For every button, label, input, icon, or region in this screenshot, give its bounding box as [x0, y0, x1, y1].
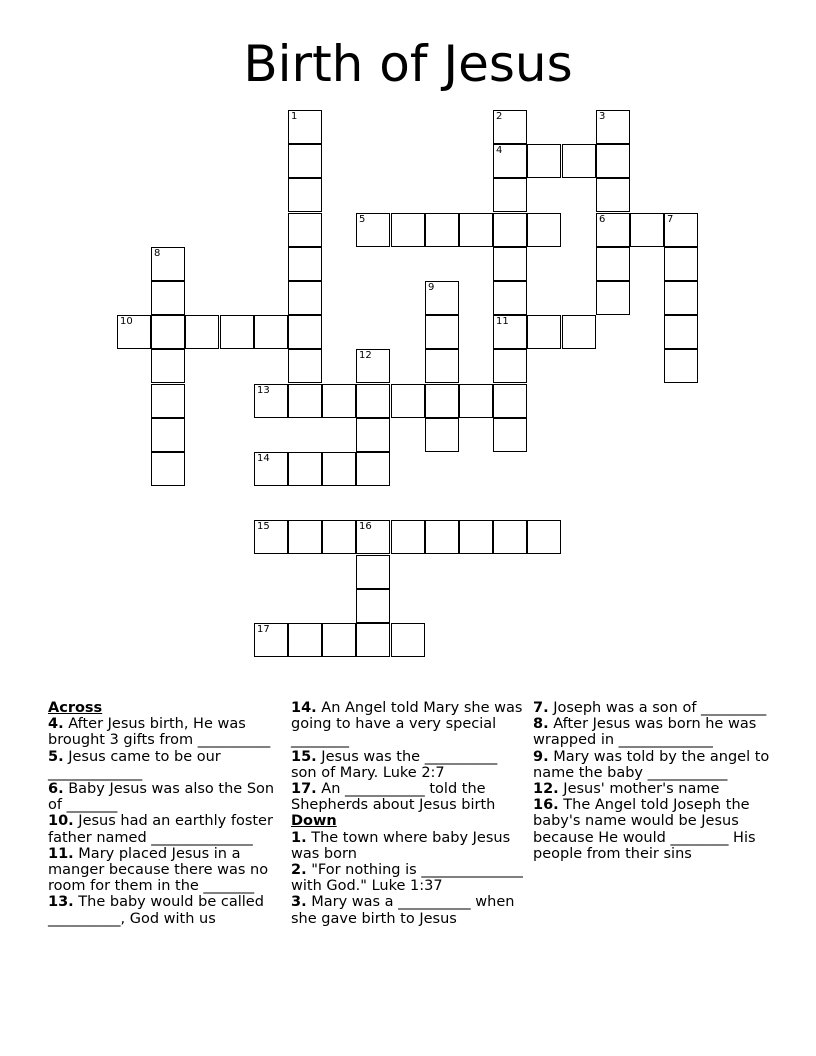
- clue-number: 12.: [533, 781, 559, 798]
- grid-cell[interactable]: [288, 178, 322, 212]
- clues-column-1: [48, 700, 280, 927]
- grid-cell[interactable]: [117, 315, 151, 349]
- cell-number: 12: [359, 350, 372, 361]
- grid-cell[interactable]: [254, 520, 288, 554]
- across-clue-4: [48, 716, 280, 748]
- clue-text: After Jesus was born he was wrapped in _____________: [533, 716, 757, 749]
- grid-cell[interactable]: [356, 384, 390, 418]
- grid-cell[interactable]: [254, 384, 288, 418]
- across-clue-15: [291, 749, 523, 781]
- grid-cell[interactable]: [459, 520, 493, 554]
- grid-cell[interactable]: [185, 315, 219, 349]
- cell-number: 4: [496, 145, 503, 156]
- cell-number: 3: [599, 111, 606, 122]
- clue-number: 8.: [533, 716, 549, 733]
- clue-text: "For nothing is ______________ with God." Luke 1:37: [291, 862, 523, 895]
- across-clue-11: [48, 846, 280, 895]
- grid-cell[interactable]: [151, 384, 185, 418]
- grid-cell[interactable]: [356, 555, 390, 589]
- grid-cell[interactable]: [356, 452, 390, 486]
- grid-cell[interactable]: [493, 520, 527, 554]
- cell-number: 17: [257, 624, 270, 635]
- grid-cell[interactable]: [288, 281, 322, 315]
- grid-cell[interactable]: [391, 520, 425, 554]
- clue-number: 6.: [48, 781, 64, 798]
- clue-text: Mary was a __________ when she gave birth to Jesus: [291, 894, 515, 927]
- grid-cell[interactable]: [391, 623, 425, 657]
- clue-text: An Angel told Mary she was going to have a very special ________: [291, 700, 523, 749]
- down-clue-8: [533, 716, 773, 748]
- clue-number: 9.: [533, 748, 549, 765]
- grid-cell[interactable]: [322, 520, 356, 554]
- cell-number: 13: [257, 385, 270, 396]
- clues-column-2: [291, 700, 523, 927]
- grid-cell[interactable]: [254, 452, 288, 486]
- clue-text: Jesus was the __________ son of Mary. Luke 2:7: [291, 748, 498, 781]
- grid-cell[interactable]: [425, 520, 459, 554]
- cell-number: 15: [257, 521, 270, 532]
- clue-text: Jesus came to be our _____________: [48, 748, 221, 781]
- clue-text: Mary was told by the angel to name the baby ___________: [533, 748, 770, 781]
- grid-cell[interactable]: [151, 247, 185, 281]
- clue-number: 2.: [291, 862, 307, 879]
- down-clue-12: [533, 781, 773, 797]
- grid-cell[interactable]: [596, 110, 630, 144]
- across-header: Across: [48, 700, 103, 716]
- grid-cell[interactable]: [322, 384, 356, 418]
- grid-cell[interactable]: [459, 213, 493, 247]
- clue-text: After Jesus birth, He was brought 3 gifts from __________: [48, 716, 271, 749]
- clue-number: 16.: [533, 797, 559, 814]
- grid-cell[interactable]: [664, 281, 698, 315]
- grid-cell[interactable]: [391, 213, 425, 247]
- grid-cell[interactable]: [322, 623, 356, 657]
- cell-number: 1: [291, 111, 298, 122]
- grid-cell[interactable]: [288, 520, 322, 554]
- cell-number: 14: [257, 453, 270, 464]
- clue-number: 17.: [291, 781, 317, 798]
- clue-text: An ___________ told the Shepherds about Jesus birth: [291, 781, 496, 814]
- grid-cell[interactable]: [493, 213, 527, 247]
- clue-text: Baby Jesus was also the Son of _______: [48, 781, 275, 814]
- grid-cell[interactable]: [356, 418, 390, 452]
- cell-number: 5: [359, 214, 366, 225]
- grid-cell[interactable]: [596, 281, 630, 315]
- grid-cell[interactable]: [527, 213, 561, 247]
- grid-cell[interactable]: [630, 213, 664, 247]
- grid-cell[interactable]: [288, 144, 322, 178]
- clue-number: 10.: [48, 813, 74, 830]
- grid-cell[interactable]: [288, 315, 322, 349]
- grid-cell[interactable]: [288, 384, 322, 418]
- grid-cell[interactable]: [425, 315, 459, 349]
- grid-cell[interactable]: [356, 213, 390, 247]
- down-header: Down: [291, 813, 337, 830]
- grid-cell[interactable]: [322, 452, 356, 486]
- grid-cell[interactable]: [288, 349, 322, 383]
- grid-cell[interactable]: [254, 315, 288, 349]
- clue-number: 14.: [291, 700, 317, 716]
- grid-cell[interactable]: [356, 349, 390, 383]
- grid-cell[interactable]: [151, 315, 185, 349]
- clue-number: 1.: [291, 829, 307, 846]
- grid-cell[interactable]: [151, 349, 185, 383]
- down-clue-7: [533, 700, 773, 716]
- grid-cell[interactable]: [254, 623, 288, 657]
- grid-cell[interactable]: [288, 110, 322, 144]
- clue-text: The Angel told Joseph the baby's name would be Jesus because He would ________ His people from their sins: [533, 797, 756, 862]
- grid-cell[interactable]: [391, 384, 425, 418]
- clue-number: 15.: [291, 748, 317, 765]
- down-clue-16: [533, 797, 773, 862]
- cell-number: 2: [496, 111, 503, 122]
- grid-cell[interactable]: [425, 418, 459, 452]
- clue-number: 4.: [48, 716, 64, 733]
- clues-column-3: [533, 700, 773, 862]
- clue-text: Jesus' mother's name: [563, 781, 720, 798]
- grid-cell[interactable]: [664, 315, 698, 349]
- down-clue-1: [291, 830, 523, 862]
- grid-cell[interactable]: [425, 281, 459, 315]
- grid-cell[interactable]: [493, 144, 527, 178]
- grid-cell[interactable]: [425, 349, 459, 383]
- grid-cell[interactable]: [596, 247, 630, 281]
- grid-cell[interactable]: [356, 589, 390, 623]
- grid-cell[interactable]: [220, 315, 254, 349]
- grid-cell[interactable]: [493, 247, 527, 281]
- across-clue-10: [48, 813, 280, 845]
- clue-number: 11.: [48, 845, 74, 862]
- across-clue-5: [48, 749, 280, 781]
- clue-text: Joseph was a son of _________: [553, 700, 767, 716]
- grid-cell[interactable]: [596, 213, 630, 247]
- grid-cell[interactable]: [288, 213, 322, 247]
- grid-cell[interactable]: [288, 452, 322, 486]
- cell-number: 6: [599, 214, 606, 225]
- grid-cell[interactable]: [664, 213, 698, 247]
- grid-cell[interactable]: [493, 110, 527, 144]
- across-clue-13: [48, 894, 280, 926]
- cell-number: 9: [428, 282, 435, 293]
- grid-cell[interactable]: [288, 623, 322, 657]
- cell-number: 10: [120, 316, 133, 327]
- grid-cell[interactable]: [151, 452, 185, 486]
- down-clue-2: [291, 862, 523, 894]
- clue-text: Jesus had an earthly foster father named ______________: [48, 813, 273, 846]
- grid-cell[interactable]: [664, 247, 698, 281]
- grid-cell[interactable]: [493, 349, 527, 383]
- grid-cell[interactable]: [493, 281, 527, 315]
- grid-cell[interactable]: [664, 349, 698, 383]
- grid-cell[interactable]: [527, 520, 561, 554]
- cell-number: 7: [667, 214, 674, 225]
- page-title: Birth of Jesus: [243, 35, 573, 93]
- grid-cell[interactable]: [493, 418, 527, 452]
- grid-cell[interactable]: [425, 384, 459, 418]
- grid-cell[interactable]: [356, 520, 390, 554]
- cell-number: 8: [154, 248, 161, 259]
- grid-cell[interactable]: [562, 144, 596, 178]
- clue-text: Mary placed Jesus in a manger because there was no room for them in the _______: [48, 845, 269, 895]
- cell-number: 16: [359, 521, 372, 532]
- down-clue-9: [533, 749, 773, 781]
- grid-cell[interactable]: [493, 384, 527, 418]
- grid-cell[interactable]: [356, 623, 390, 657]
- grid-cell[interactable]: [425, 213, 459, 247]
- cell-number: 11: [496, 316, 509, 327]
- down-clue-3: [291, 894, 523, 926]
- clue-text: The baby would be called __________, God with us: [48, 894, 264, 927]
- clue-text: The town where baby Jesus was born: [291, 829, 511, 862]
- grid-cell[interactable]: [596, 178, 630, 212]
- clue-number: 5.: [48, 748, 64, 765]
- grid-cell[interactable]: [459, 384, 493, 418]
- clue-number: 3.: [291, 894, 307, 911]
- grid-cell[interactable]: [527, 144, 561, 178]
- grid-cell[interactable]: [493, 178, 527, 212]
- across-clue-14: [291, 700, 523, 749]
- across-clue-17: [291, 781, 523, 813]
- clue-number: 7.: [533, 700, 549, 716]
- across-clue-6: [48, 781, 280, 813]
- grid-cell[interactable]: [151, 281, 185, 315]
- grid-cell[interactable]: [562, 315, 596, 349]
- grid-cell[interactable]: [493, 315, 527, 349]
- grid-cell[interactable]: [288, 247, 322, 281]
- grid-cell[interactable]: [527, 315, 561, 349]
- grid-cell[interactable]: [151, 418, 185, 452]
- clue-number: 13.: [48, 894, 74, 911]
- grid-cell[interactable]: [596, 144, 630, 178]
